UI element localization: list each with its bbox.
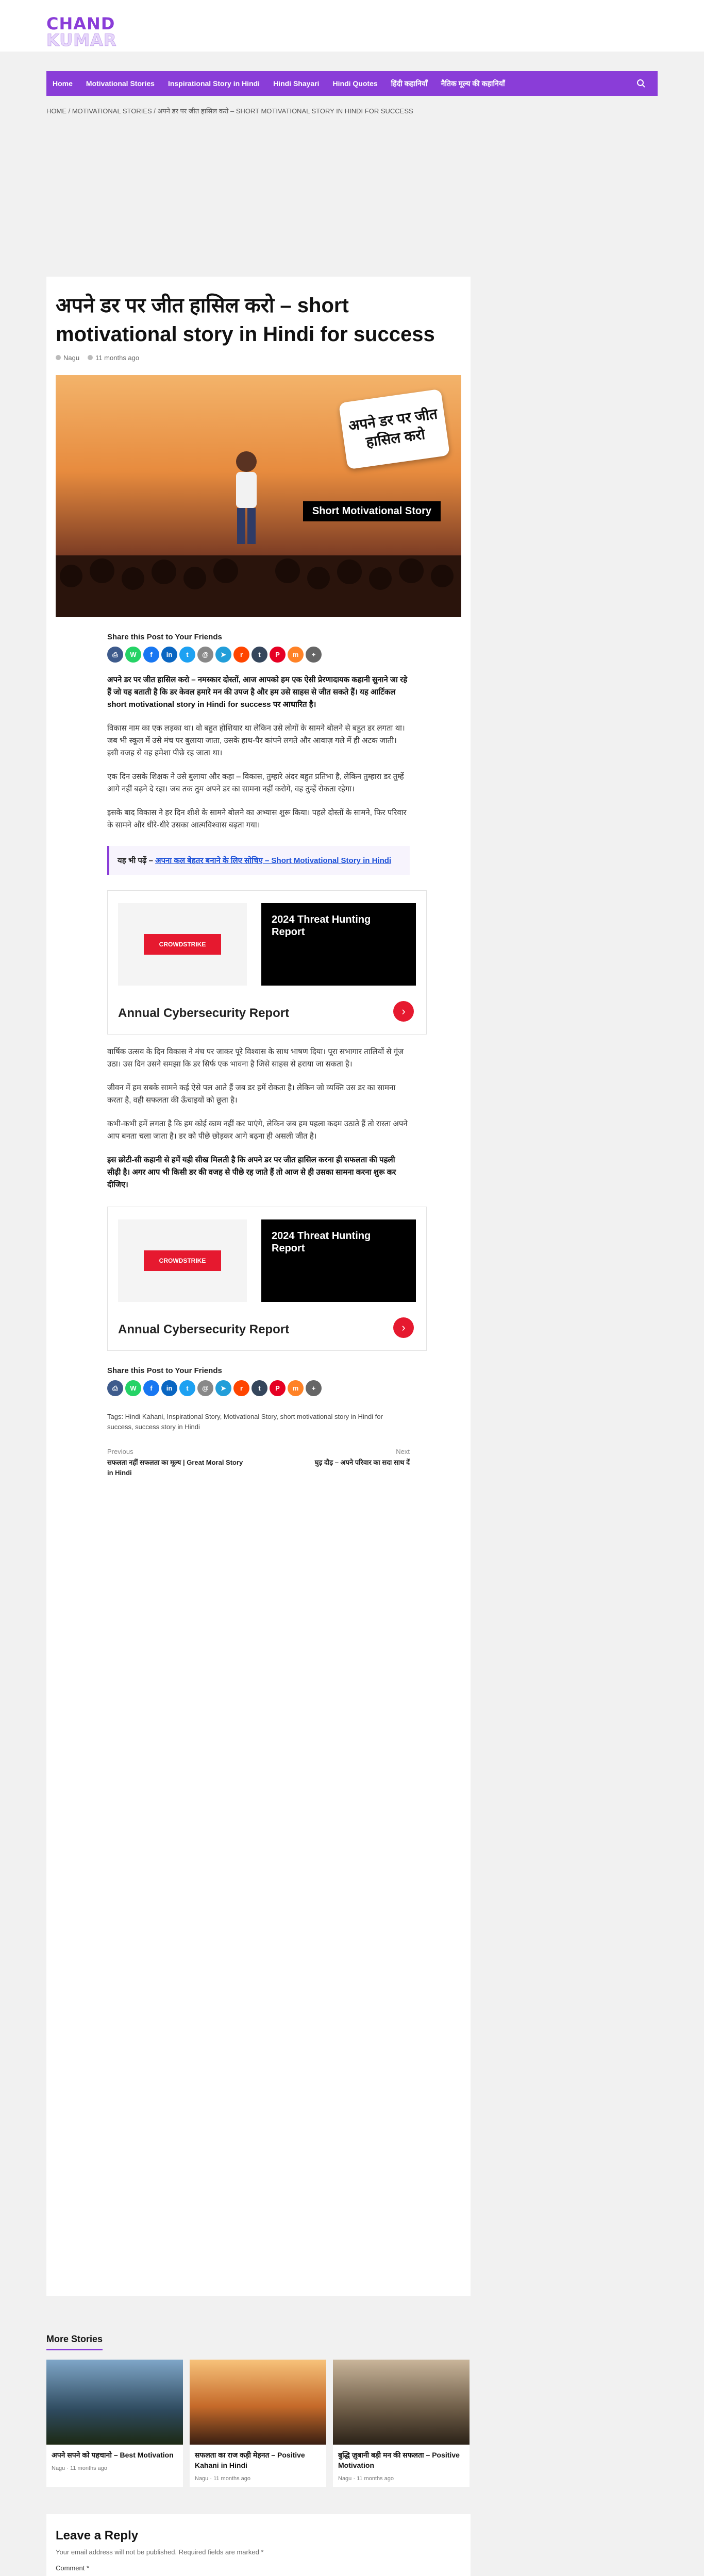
facebook-icon[interactable]: f — [143, 647, 159, 663]
site-header — [0, 0, 704, 52]
author[interactable] — [56, 354, 79, 362]
mix-icon[interactable]: m — [288, 647, 304, 663]
breadcrumb: HOME / MOTIVATIONAL STORIES / अपने डर पर जीत हासिल करो – SHORT MOTIVATIONAL STORY IN HINDI FOR SUCCESS — [46, 107, 413, 115]
more-stories — [46, 2334, 471, 2487]
story-paragraph: इसके बाद विकास ने हर दिन शीशे के सामने बोलने का अभ्यास शुरू किया। पहले दोस्तों के सामने, फिर परिवार के सामने और धीरे-धीरे उसका आत्मविश्वास बढ़ता गया। — [107, 808, 407, 829]
facebook-icon[interactable]: f — [143, 1380, 159, 1396]
share-buttons — [107, 1380, 410, 1396]
ad-report-cover — [261, 903, 416, 986]
share-title: Share this Post to Your Friends — [107, 633, 222, 641]
logo-line1: CHAND — [46, 14, 115, 33]
author-name: Nagu — [63, 354, 80, 362]
email-icon[interactable]: @ — [197, 1380, 213, 1396]
twitter-icon[interactable]: t — [179, 1380, 195, 1396]
story-card-meta: Nagu · 11 months ago — [195, 2476, 251, 2482]
next-title: घुड़ दौड़ – अपने परिवार का सदा साथ दें — [314, 1459, 410, 1466]
clock-icon — [88, 355, 93, 360]
ad-title: Annual Cybersecurity Report — [118, 1006, 290, 1020]
twitter-icon[interactable]: t — [179, 647, 195, 663]
advertisement[interactable] — [107, 1207, 427, 1351]
nav-naitik-kahaniyan[interactable]: नैतिक मूल्य की कहानियाँ — [441, 79, 505, 88]
site-logo[interactable] — [46, 15, 116, 48]
author-icon — [56, 355, 61, 360]
story-paragraph: जीवन में हम सबके सामने कई ऐसे पल आते हैं जब डर हमें रोकता है। लेकिन जो व्यक्ति उस डर का सामना करता है, वही सफलता की ऊँचाइयों को छूता है। — [107, 1083, 396, 1105]
nav-hindi-quotes[interactable]: Hindi Quotes — [332, 79, 378, 88]
pinterest-icon[interactable]: P — [270, 647, 286, 663]
mix-icon[interactable]: m — [288, 1380, 304, 1396]
story-thumbnail — [46, 2360, 183, 2445]
comment-form-note: Your email address will not be published. Required fields are marked * — [56, 2548, 264, 2556]
comment-form-title: Leave a Reply — [56, 2529, 139, 2543]
email-icon[interactable]: @ — [197, 647, 213, 663]
previous-post[interactable] — [107, 1448, 243, 1478]
story-card[interactable] — [190, 2360, 326, 2487]
ad-headline: 2024 Threat Hunting Report — [272, 914, 371, 938]
print-icon[interactable]: ⎙ — [107, 647, 123, 663]
arrow-right-icon[interactable]: › — [393, 1001, 414, 1022]
telegram-icon[interactable]: ➤ — [215, 647, 231, 663]
story-paragraph: एक दिन उसके शिक्षक ने उसे बुलाया और कहा – विकास, तुम्हारे अंदर बहुत प्रतिभा है, लेकिन तुम्हारा डर तुम्हें आगे नहीं बढ़ने दे रहा। जब तक तुम अपने डर का सामना नहीं करोगे, वह तुम्हें रोकता रहेगा। — [107, 772, 404, 793]
arrow-right-icon[interactable]: › — [393, 1317, 414, 1338]
read-more-link[interactable]: अपना कल बेहतर बनाने के लिए सोचिए – Short Motivational Story in Hindi — [155, 856, 392, 865]
hero-banner: Short Motivational Story — [303, 501, 441, 521]
nav-home[interactable]: Home — [53, 79, 73, 88]
comment-form — [46, 2514, 471, 2576]
nav-hindi-kahaniyan[interactable]: हिंदी कहानियाँ — [391, 79, 428, 88]
nav-inspirational-story[interactable]: Inspirational Story in Hindi — [167, 79, 260, 88]
post-title: अपने डर पर जीत हासिल करो – short motivational story in Hindi for success — [56, 294, 435, 346]
story-card-title: सफलता का राज कड़ी मेहनत – Positive Kahani in Hindi — [195, 2451, 305, 2469]
post-navigation — [107, 1448, 410, 1478]
intro-paragraph: अपने डर पर जीत हासिल करो – नमस्कार दोस्तों, आज आपको हम एक ऐसी प्रेरणादायक कहानी सुनाने जा रहे हैं जो यह बताती है कि डर केवल हमारे मन की उपज है और हम उसे साहस से जीत सकते हैं। यह आर्टिकल short motivational story in Hindi for success पर आधारित है। — [107, 675, 408, 709]
nav-motivational-stories[interactable]: Motivational Stories — [86, 79, 155, 88]
previous-label: Previous — [107, 1448, 133, 1455]
post-tags[interactable]: Tags: Hindi Kahani, Inspirational Story, Motivational Story, short motivational story in Hindi for success, success story in Hindi — [107, 1413, 383, 1431]
ad-brand: CROWDSTRIKE — [144, 934, 221, 955]
ad-title: Annual Cybersecurity Report — [118, 1323, 290, 1336]
share-title: Share this Post to Your Friends — [107, 1366, 222, 1375]
ad-brand-logo — [118, 1219, 247, 1302]
reddit-icon[interactable]: r — [233, 1380, 249, 1396]
story-thumbnail — [333, 2360, 470, 2445]
logo-line2: KUMAR — [46, 30, 117, 50]
story-card[interactable] — [46, 2360, 183, 2487]
telegram-icon[interactable]: ➤ — [215, 1380, 231, 1396]
story-paragraph: विकास नाम का एक लड़का था। वो बहुत होशियार था लेकिन उसे लोगों के सामने बोलने से बहुत डर लगता था। जब भी स्कूल में उसे मंच पर बुलाया जाता, उसके हाथ-पैर कांपने लगते और आवाज़ गले में ही अटक जाती। इसी वजह से वह हमेशा पीछे रह जाता था। — [107, 724, 405, 757]
ad-brand-logo — [118, 903, 247, 986]
more-share-icon[interactable]: + — [306, 647, 322, 663]
hero-badge: अपने डर पर जीत हासिल करो — [339, 389, 450, 470]
linkedin-icon[interactable]: in — [161, 1380, 177, 1396]
story-thumbnail — [190, 2360, 326, 2445]
previous-title: सफलता नहीं सफलता का मूल्य | Great Moral Story in Hindi — [107, 1459, 243, 1477]
story-card-title: बुद्धि ज़ुबानी बड़ी मन की सफलता – Positive Motivation — [338, 2451, 460, 2469]
story-card-meta: Nagu · 11 months ago — [338, 2476, 394, 2482]
next-post[interactable] — [274, 1448, 410, 1478]
speaker-illustration — [226, 447, 267, 550]
story-card[interactable] — [333, 2360, 470, 2487]
nav-hindi-shayari[interactable]: Hindi Shayari — [273, 79, 320, 88]
main-navigation — [46, 71, 658, 96]
read-more-prefix: यह भी पढ़ें – — [118, 856, 153, 865]
comment-label: Comment * — [56, 2564, 90, 2572]
crowd-illustration — [56, 555, 461, 617]
search-icon[interactable] — [631, 71, 651, 96]
tumblr-icon[interactable]: t — [252, 1380, 267, 1396]
whatsapp-icon[interactable]: W — [125, 647, 141, 663]
ad-headline: 2024 Threat Hunting Report — [272, 1230, 371, 1254]
advertisement[interactable] — [107, 890, 427, 1035]
article — [46, 277, 471, 2296]
read-more-box — [107, 846, 410, 875]
story-paragraph: वार्षिक उत्सव के दिन विकास ने मंच पर जाकर पूरे विश्वास के साथ भाषण दिया। पूरा सभागार तालियों से गूंज उठा। उस दिन उसने समझा कि डर सिर्फ एक भावना है जिसे साहस से हराया जा सकता है। — [107, 1047, 404, 1069]
more-share-icon[interactable]: + — [306, 1380, 322, 1396]
post-time — [88, 354, 139, 362]
story-card-meta: Nagu · 11 months ago — [52, 2465, 108, 2471]
ad-brand: CROWDSTRIKE — [144, 1250, 221, 1271]
tumblr-icon[interactable]: t — [252, 647, 267, 663]
share-buttons — [107, 647, 410, 663]
reddit-icon[interactable]: r — [233, 647, 249, 663]
ad-report-cover — [261, 1219, 416, 1302]
pinterest-icon[interactable]: P — [270, 1380, 286, 1396]
next-label: Next — [396, 1448, 410, 1455]
post-meta — [56, 354, 461, 362]
moral-paragraph: इस छोटी-सी कहानी से हमें यही सीख मिलती है कि अपने डर पर जीत हासिल करना ही सफलता की पहली सीढ़ी है। अगर आप भी किसी डर की वजह से पीछे रह जाते हैं तो आज से ही उसका सामना करना शुरू कर दीजिए। — [107, 1156, 396, 1189]
story-paragraph: कभी-कभी हमें लगता है कि हम कोई काम नहीं कर पाएंगे, लेकिन जब हम पहला कदम उठाते हैं तो रास्ता अपने आप बनता चला जाता है। डर को पीछे छोड़कर आगे बढ़ना ही असली जीत है। — [107, 1120, 408, 1141]
whatsapp-icon[interactable]: W — [125, 1380, 141, 1396]
print-icon[interactable]: ⎙ — [107, 1380, 123, 1396]
more-stories-title: More Stories — [46, 2334, 103, 2350]
story-card-title: अपने सपने को पहचानो – Best Motivation — [52, 2451, 174, 2459]
linkedin-icon[interactable]: in — [161, 647, 177, 663]
post-time-text: 11 months ago — [95, 354, 140, 362]
featured-image — [56, 375, 461, 617]
